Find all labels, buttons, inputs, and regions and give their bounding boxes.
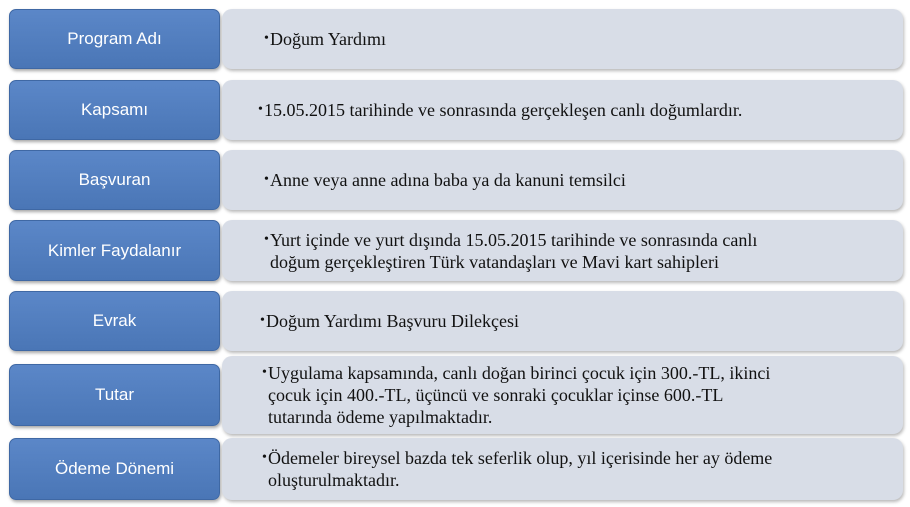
row-label: Tutar bbox=[9, 364, 220, 426]
bullet-icon: • bbox=[264, 31, 269, 46]
row-content bbox=[222, 9, 903, 69]
row-content bbox=[222, 356, 903, 434]
row-label: Başvuran bbox=[9, 150, 220, 210]
row-text: Yurt içinde ve yurt dışında 15.05.2015 tarihinde ve sonrasında canlı doğum gerçekleştiren Türk vatandaşları ve Mavi kart sahipleri bbox=[270, 229, 758, 272]
row-content bbox=[222, 220, 903, 281]
row-label: Kapsamı bbox=[9, 80, 220, 140]
row-content bbox=[222, 150, 903, 210]
row-content bbox=[222, 291, 903, 351]
bullet-icon: • bbox=[264, 231, 269, 247]
row-content bbox=[222, 80, 903, 140]
row-text: Ödemeler bireysel bazda tek seferlik olup, yıl içerisinde her ay ödeme oluşturulmaktadır. bbox=[268, 448, 773, 490]
bullet-icon: • bbox=[262, 365, 267, 380]
row-text: Anne veya anne adına baba ya da kanuni temsilci bbox=[270, 170, 626, 190]
row-text: Doğum Yardımı Başvuru Dilekçesi bbox=[266, 311, 519, 331]
row-content bbox=[222, 438, 903, 500]
row-text: Doğum Yardımı bbox=[270, 29, 387, 49]
row-label: Program Adı bbox=[9, 9, 220, 69]
row-label: Ödeme Dönemi bbox=[9, 438, 220, 500]
bullet-icon: • bbox=[258, 102, 263, 117]
bullet-icon: • bbox=[262, 450, 267, 465]
bullet-icon: • bbox=[260, 313, 265, 328]
bullet-icon: • bbox=[264, 172, 269, 187]
row-label: Evrak bbox=[9, 291, 220, 351]
row-text: Uygulama kapsamında, canlı doğan birinci çocuk için 300.-TL, ikinci çocuk için 400.-TL, üçüncü ve sonraki çocuklar içinse 600.-TL tutarında ödeme yapılmaktadır. bbox=[268, 363, 771, 427]
row-label: Kimler Faydalanır bbox=[9, 220, 220, 281]
row-text: 15.05.2015 tarihinde ve sonrasında gerçekleşen canlı doğumlardır. bbox=[264, 100, 743, 120]
